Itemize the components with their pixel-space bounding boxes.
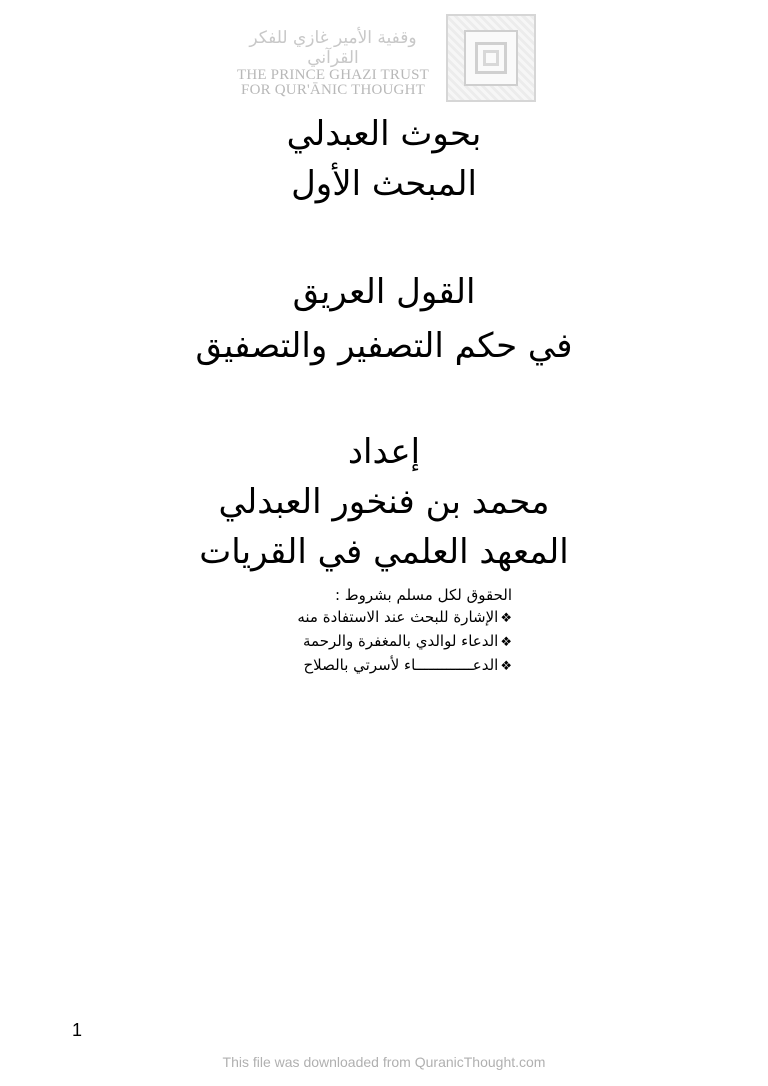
logo-english-line-2: FOR QUR'ĀNIC THOUGHT: [241, 82, 425, 98]
prepared-by-label: إعداد: [347, 432, 421, 472]
book-subtitle: في حكم التصفير والتصفيق: [195, 326, 573, 366]
chapter-title: المبحث الأول: [291, 164, 477, 204]
trust-logo: [228, 14, 540, 104]
author-name: محمد بن فنخور العبدلي: [218, 482, 550, 522]
rights-item: [182, 630, 512, 654]
rights-heading: الحقوق لكل مسلم بشروط :: [334, 586, 512, 604]
page-number: 1: [72, 1020, 83, 1040]
rights-item-text: الإشارة للبحث عند الاستفادة منه: [297, 608, 499, 626]
book-title: القول العريق: [292, 272, 476, 312]
rights-block: [182, 584, 512, 678]
rights-item: [182, 606, 512, 630]
diamond-bullet-icon: ❖: [500, 611, 512, 626]
author-institution: المعهد العلمي في القريات: [199, 532, 569, 572]
rights-item: [182, 654, 512, 678]
diamond-bullet-icon: ❖: [500, 635, 512, 650]
square-kufic-emblem-icon: [446, 14, 536, 102]
rights-item-text: الدعاء لوالدي بالمغفرة والرحمة: [302, 632, 499, 650]
diamond-bullet-icon: ❖: [500, 659, 512, 674]
logo-text: [228, 14, 438, 104]
download-footer: This file was downloaded from QuranicThought.com: [222, 1054, 546, 1070]
logo-arabic-name: وقفية الأمير غازي للفكر القرآني: [249, 28, 417, 68]
series-title: بحوث العبدلي: [286, 114, 482, 154]
rights-item-text: الدعـــــــــــــاء لأسرتي بالصلاح: [303, 656, 499, 674]
logo-english-line-1: THE PRINCE GHAZI TRUST: [236, 67, 430, 83]
